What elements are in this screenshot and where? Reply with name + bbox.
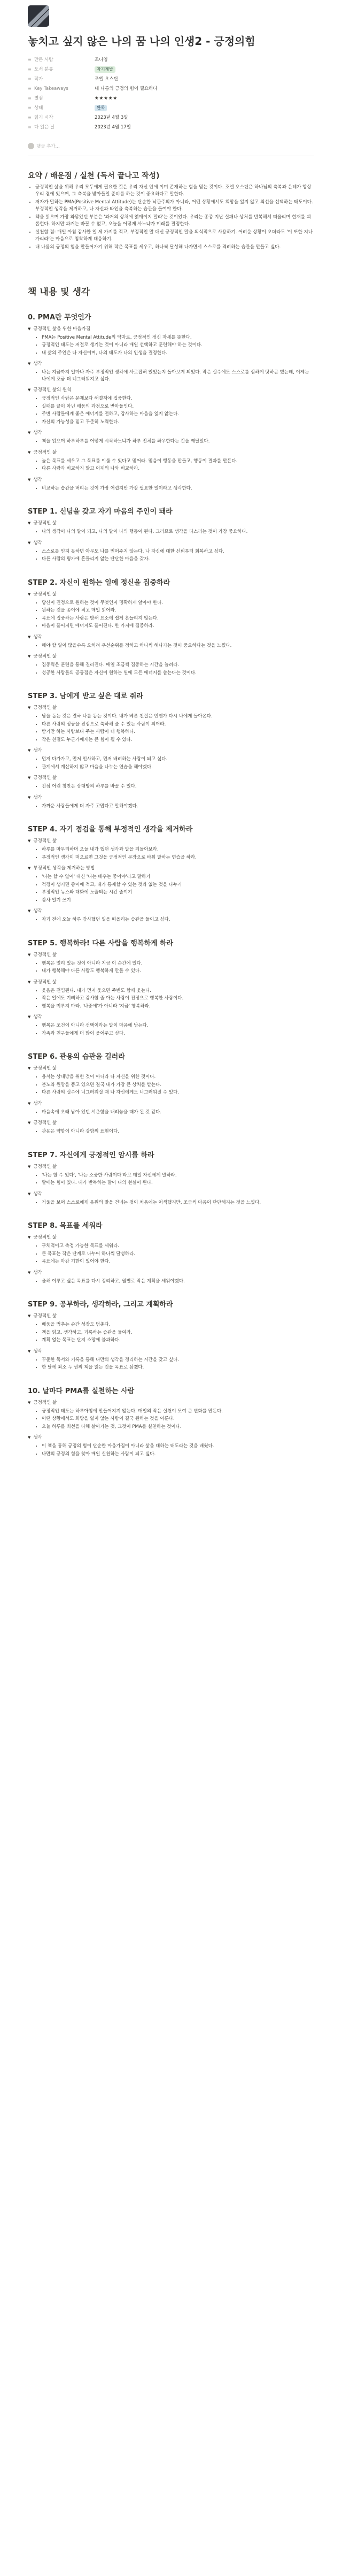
bullet-item: • 가까운 사람들에게 더 자주 고맙다고 말해야겠다. xyxy=(42,803,314,810)
toggle-block[interactable] xyxy=(28,979,314,985)
bullet-item: • 작은 일에도 기뻐하고 감사할 줄 아는 사람이 진정으로 행복한 사람이다. xyxy=(42,995,314,1002)
property-key-label: 작가 xyxy=(34,77,43,82)
property-icon: ≡ xyxy=(28,96,32,101)
toggle-triangle-icon[interactable]: ▼ xyxy=(28,909,31,913)
toggle-triangle-icon[interactable]: ▼ xyxy=(28,654,31,659)
toggle-label-text: 긍정적인 삶 xyxy=(33,952,57,958)
property-value[interactable] xyxy=(95,76,314,82)
property-value[interactable] xyxy=(95,57,314,63)
property-value-text: ★★★★★ xyxy=(95,96,118,101)
toggle-block[interactable] xyxy=(28,634,314,640)
section-heading: STEP 4. 자기 점검을 통해 부정적인 생각을 제거하라 xyxy=(28,825,193,834)
bullet-item: • 이 책을 통해 긍정의 힘이 단순한 마음가짐이 아니라 삶을 대하는 태도라는 것을 배웠다. xyxy=(42,1443,314,1450)
toggle-triangle-icon[interactable]: ▼ xyxy=(28,362,31,366)
toggle-triangle-icon[interactable]: ▼ xyxy=(28,1435,31,1440)
bullet-list xyxy=(28,783,314,790)
bullet-list xyxy=(28,988,314,1010)
property-key xyxy=(28,76,95,82)
property-value-text: 조엘 오스틴 xyxy=(95,77,118,82)
bullet-list xyxy=(28,846,314,861)
bullet-item: • 자기 전에 오늘 하루 감사했던 일을 떠올리는 습관을 들이고 싶다. xyxy=(42,916,314,923)
bullet-list xyxy=(28,713,314,743)
bullet-item: • 높은 목표를 세우고 그 목표를 이룰 수 있다고 믿어라. 믿음이 행동을 만들고, 행동이 결과를 만든다. xyxy=(42,458,314,465)
toggle-block[interactable] xyxy=(28,794,314,801)
property-value[interactable] xyxy=(95,124,314,131)
toggle-label-text: 긍정적인 삶 xyxy=(33,979,57,985)
property-icon: ≡ xyxy=(28,86,32,91)
toggle-block[interactable] xyxy=(28,449,314,456)
toggle-label-text: 긍정적인 삶 xyxy=(33,775,57,781)
property-row[interactable] xyxy=(28,94,314,103)
bullet-item: • 실패를 끝이 아닌 배움의 과정으로 받아들인다. xyxy=(42,403,314,410)
bullet-item: • 해야 할 일이 많을수록 오히려 우선순위를 정하고 하나씩 해나가는 것이 중요하다는 것을 느꼈다. xyxy=(42,643,314,649)
toggle-block[interactable] xyxy=(28,1313,314,1319)
property-value[interactable] xyxy=(95,114,314,121)
toggle-block[interactable] xyxy=(28,838,314,844)
toggle-label-text: 긍정적인 삶 xyxy=(33,1313,57,1319)
toggle-block[interactable] xyxy=(28,865,314,872)
toggle-triangle-icon[interactable]: ▼ xyxy=(28,839,31,843)
property-row[interactable] xyxy=(28,84,314,94)
summary-item: • 내 나름의 긍정의 힘을 만들어가기 위해 작은 목표를 세우고, 하나씩 달성해 나가면서 스스로를 격려하는 습관을 만들고 싶다. xyxy=(35,244,314,251)
toggle-triangle-icon[interactable]: ▼ xyxy=(28,952,31,957)
bullet-item: • 목표에는 마감 기한이 있어야 한다. xyxy=(42,1258,314,1265)
bullet-item: • 관용은 약함이 아니라 강함의 표현이다. xyxy=(42,1128,314,1135)
toggle-triangle-icon[interactable]: ▼ xyxy=(28,795,31,800)
property-key xyxy=(28,86,95,92)
bullet-list xyxy=(28,458,314,472)
bullet-list xyxy=(28,1199,314,1206)
bullet-list xyxy=(28,874,314,904)
bullet-list xyxy=(28,395,314,425)
summary-item: • 저자가 말하는 PMA(Positive Mental Attitude)는 단순한 낙관주의가 아니라, 어떤 상황에서도 희망을 잃지 않고 최선을 선택하는 태도이다. 부정적인 생각을 제거하고, 나 자신과 타인을 축복하는 습관을 들여야 한다. xyxy=(35,199,314,212)
bullet-item: • 부정적인 생각이 떠오르면 그것을 긍정적인 문장으로 바꿔 말하는 연습을 하라. xyxy=(42,854,314,861)
property-row[interactable] xyxy=(28,113,314,123)
bullet-item: • PMA는 Positive Mental Attitude의 약자로, 긍정적인 정신 자세를 뜻한다. xyxy=(42,334,314,341)
toggle-label-text: 생각 xyxy=(33,1014,42,1020)
bullet-item: • 구체적이고 측정 가능한 목표를 세워라. xyxy=(42,1243,314,1250)
toggle-label-text: 긍정적인 삶 xyxy=(33,654,57,659)
toggle-triangle-icon[interactable]: ▼ xyxy=(28,326,31,331)
bullet-item: • 책을 읽으며 하루하루를 어떻게 시작하느냐가 하루 전체를 좌우한다는 것을 깨달았다. xyxy=(42,438,314,445)
toggle-label-text: 생각 xyxy=(33,430,42,435)
property-key xyxy=(28,66,95,73)
page-cover-icon[interactable] xyxy=(28,5,49,27)
bullet-item: • 다른 사람의 평가에 흔들리지 않는 단단한 마음을 갖자. xyxy=(42,556,314,563)
toggle-block[interactable] xyxy=(28,477,314,483)
toggle-label-text: 긍정적인 삶을 위한 마음가짐 xyxy=(33,326,91,332)
toggle-block[interactable] xyxy=(28,591,314,598)
toggle-triangle-icon[interactable]: ▼ xyxy=(28,635,31,639)
toggle-label-text: 생각 xyxy=(33,1435,42,1440)
section-heading: STEP 5. 행복하라! 다른 사람을 행복하게 하라 xyxy=(28,939,174,947)
summary-heading: 요약 / 배운점 / 실천 (독서 끝나고 작성) xyxy=(28,172,160,180)
bullet-item: • 웃음은 전염된다. 내가 먼저 웃으면 주변도 함께 웃는다. xyxy=(42,988,314,995)
toggle-triangle-icon[interactable]: ▼ xyxy=(28,1400,31,1405)
toggle-triangle-icon[interactable]: ▼ xyxy=(28,1066,31,1071)
toggle-block[interactable] xyxy=(28,705,314,711)
bullet-list xyxy=(28,803,314,810)
bullet-list xyxy=(28,643,314,649)
bullet-item: • 큰 목표는 작은 단계로 나누어 하나씩 달성하라. xyxy=(42,1251,314,1258)
toggle-triangle-icon[interactable]: ▼ xyxy=(28,477,31,482)
bullet-list xyxy=(28,438,314,445)
toggle-triangle-icon[interactable]: ▼ xyxy=(28,1270,31,1275)
bullet-list xyxy=(28,334,314,357)
bullet-item: • 마음이 흩어지면 에너지도 흩어진다. 한 가지에 집중하라. xyxy=(42,623,314,630)
property-icon: ≡ xyxy=(28,77,32,81)
toggle-block[interactable] xyxy=(28,775,314,781)
section-heading: STEP 1. 신념을 갖고 자기 마음의 주인이 돼라 xyxy=(28,508,173,516)
bullet-item: • 부정적인 뉴스와 대화에 노출되는 시간 줄이기 xyxy=(42,889,314,896)
toggle-triangle-icon[interactable]: ▼ xyxy=(28,748,31,753)
toggle-triangle-icon[interactable]: ▼ xyxy=(28,1121,31,1125)
section-heading: 10. 날마다 PMA를 실천하는 사람 xyxy=(28,1387,135,1395)
bullet-item: • 받기만 하는 사람보다 주는 사람이 더 행복하다. xyxy=(42,729,314,736)
toggle-block[interactable] xyxy=(28,387,314,393)
summary-item: • 실천할 점: 매일 아침 감사한 일 세 가지를 적고, 부정적인 말 대신 긍정적인 말을 의식적으로 사용하기. 어려운 상황이 오더라도 '이 또한 지나가리라'는 마음으로 침착하게 대응하기. xyxy=(35,229,314,242)
bullet-item: • 목표에 집중하는 사람은 방해 요소에 쉽게 흔들리지 않는다. xyxy=(42,615,314,622)
bullet-item: • 마음속에 오래 남아 있던 서운함을 내려놓을 때가 된 것 같다. xyxy=(42,1109,314,1116)
property-row[interactable] xyxy=(28,123,314,132)
bullet-item: • '나는 할 수 없어' 대신 '나는 배우는 중이야'라고 말하기 xyxy=(42,874,314,881)
property-value[interactable] xyxy=(95,66,314,73)
bullet-item: • 자신의 가능성을 믿고 꾸준히 노력한다. xyxy=(42,419,314,426)
toggle-triangle-icon[interactable]: ▼ xyxy=(28,1314,31,1318)
toggle-label-text: 생각 xyxy=(33,1348,42,1354)
bullet-item: • 긍정적인 사람은 문제보다 해결책에 집중한다. xyxy=(42,395,314,402)
bullet-item: • 행복을 미루지 마라. '나중에'가 아니라 '지금' 행복하라. xyxy=(42,1003,314,1010)
bullet-list xyxy=(28,662,314,676)
bullet-item: • 책을 읽고, 생각하고, 기록하는 습관을 들여라. xyxy=(42,1329,314,1336)
footer-space xyxy=(28,1458,314,1464)
bullet-list xyxy=(28,369,314,383)
toggle-label-text: 긍정적인 삶 xyxy=(33,449,57,455)
toggle-triangle-icon[interactable]: ▼ xyxy=(28,388,31,392)
bullet-item: • 성공한 사람들의 공통점은 자신이 원하는 일에 모든 에너지를 쏟는다는 것이다. xyxy=(42,670,314,677)
toggle-label-text: 생각 xyxy=(33,794,42,800)
bullet-list xyxy=(28,1321,314,1344)
section-heading: STEP 8. 목표를 세워라 xyxy=(28,1222,103,1230)
comment-placeholder: 댓글 추가... xyxy=(36,144,60,149)
bullet-item: • '나는 할 수 있다', '나는 소중한 사람이다'라고 매일 자신에게 말하라. xyxy=(42,1172,314,1179)
toggle-block[interactable] xyxy=(28,520,314,526)
property-key xyxy=(28,124,95,131)
toggle-triangle-icon[interactable]: ▼ xyxy=(28,866,31,870)
toggle-label-text: 긍정적인 삶 xyxy=(33,521,57,526)
toggle-label-text: 긍정적인 삶의 원칙 xyxy=(33,387,72,393)
toggle-triangle-icon[interactable]: ▼ xyxy=(28,980,31,984)
bullet-item: • 집중력은 훈련을 통해 길러진다. 매일 조금씩 집중하는 시간을 늘려라. xyxy=(42,662,314,669)
toggle-label-text: 생각 xyxy=(33,477,42,483)
property-row[interactable] xyxy=(28,55,314,65)
section-heading: STEP 2. 자신이 원하는 일에 정신을 집중하라 xyxy=(28,578,170,587)
toggle-triangle-icon[interactable]: ▼ xyxy=(28,521,31,525)
toggle-label-text: 긍정적인 삶 xyxy=(33,591,57,597)
property-key-label: 읽기 시작 xyxy=(34,115,53,120)
toggle-block[interactable] xyxy=(28,1434,314,1441)
toggle-block[interactable] xyxy=(28,908,314,914)
toggle-triangle-icon[interactable]: ▼ xyxy=(28,540,31,545)
toggle-block[interactable] xyxy=(28,1014,314,1020)
toggle-label-text: 긍정적인 삶 xyxy=(33,1120,57,1126)
bullet-list xyxy=(28,1074,314,1096)
property-value[interactable] xyxy=(95,105,314,111)
toggle-label-text: 생각 xyxy=(33,361,42,366)
property-icon: ≡ xyxy=(28,67,32,72)
toggle-triangle-icon[interactable]: ▼ xyxy=(28,1015,31,1019)
page-title[interactable]: 놓치고 싶지 않은 나의 꿈 나의 인생2 - 긍정의힘 xyxy=(28,35,255,48)
section-heading: STEP 7. 자신에게 긍정적인 암시를 하라 xyxy=(28,1151,154,1159)
property-key xyxy=(28,114,95,121)
toggle-triangle-icon[interactable]: ▼ xyxy=(28,706,31,710)
bullet-item: • 행복은 조건이 아니라 선택이라는 말이 마음에 남는다. xyxy=(42,1022,314,1029)
toggle-block[interactable] xyxy=(28,747,314,754)
property-key xyxy=(28,95,95,102)
bullet-list xyxy=(28,916,314,923)
notes-body xyxy=(28,311,314,1458)
property-value-text: 내 나름의 긍정의 힘이 필요하다 xyxy=(95,86,158,91)
toggle-block[interactable] xyxy=(28,1120,314,1126)
toggle-block[interactable] xyxy=(28,1100,314,1107)
bullet-item: • 다른 사람의 성공을 진심으로 축하해 줄 수 있는 사람이 되어라. xyxy=(42,721,314,728)
toggle-block[interactable] xyxy=(28,1270,314,1276)
bullet-list xyxy=(28,1128,314,1135)
bullet-item: • 당신이 진정으로 원하는 것이 무엇인지 명확하게 알아야 한다. xyxy=(42,600,314,607)
property-value-text: 2023년 4월 17일 xyxy=(95,125,131,130)
toggle-label-text: 긍정적인 삶 xyxy=(33,1235,57,1240)
summary-list xyxy=(28,184,314,251)
bullet-item: • 말에는 힘이 있다. 내가 반복하는 말이 나의 현실이 된다. xyxy=(42,1180,314,1187)
bullet-list xyxy=(28,485,314,492)
bullet-item: • 나는 지금까지 얼마나 자주 부정적인 생각에 사로잡혀 있었는지 돌아보게 되었다. 작은 실수에도 스스로를 심하게 탓하곤 했는데, 이제는 나에게 조금 더 너그러워지고 싶다. xyxy=(42,369,314,383)
bullet-list xyxy=(28,1408,314,1431)
toggle-label-text: 생각 xyxy=(33,748,42,753)
toggle-block[interactable] xyxy=(28,1234,314,1241)
bullet-item: • 진심 어린 칭찬은 상대방의 하루를 바꿀 수 있다. xyxy=(42,783,314,790)
bullet-item: • 가족과 친구들에게 더 많이 웃어주고 싶다. xyxy=(42,1030,314,1037)
toggle-block[interactable] xyxy=(28,1191,314,1197)
bullet-list xyxy=(28,1243,314,1265)
bullet-item: • 나만의 긍정의 힘을 찾아 매일 실천하는 사람이 되고 싶다. xyxy=(42,1451,314,1458)
toggle-triangle-icon[interactable]: ▼ xyxy=(28,592,31,597)
property-icon: ≡ xyxy=(28,105,32,110)
bullet-item: • 나의 생각이 나의 말이 되고, 나의 말이 나의 행동이 된다. 그러므로 생각을 다스리는 것이 가장 중요하다. xyxy=(42,529,314,536)
toggle-triangle-icon[interactable]: ▼ xyxy=(28,776,31,780)
toggle-block[interactable] xyxy=(28,952,314,958)
toggle-triangle-icon[interactable]: ▼ xyxy=(28,1235,31,1240)
bullet-item: • 스스로를 믿지 못하면 아무도 나를 믿어주지 않는다. 나 자신에 대한 신뢰부터 회복하고 싶다. xyxy=(42,548,314,555)
property-icon: ≡ xyxy=(28,125,32,129)
bullet-list xyxy=(28,600,314,630)
bullet-list xyxy=(28,1109,314,1116)
property-value-text: 자기계발 xyxy=(95,66,115,73)
toggle-label-text: 생각 xyxy=(33,1270,42,1275)
bullet-item: • 꾸준한 독서와 기록을 통해 나만의 생각을 정리하는 시간을 갖고 싶다. xyxy=(42,1357,314,1364)
toggle-label-text: 긍정적인 삶 xyxy=(33,1066,57,1071)
bullet-list xyxy=(28,756,314,770)
toggle-label-text: 생각 xyxy=(33,1100,42,1106)
bullet-item: • 거울을 보며 스스로에게 응원의 말을 건네는 것이 처음에는 어색했지만, 조금씩 마음이 단단해지는 것을 느꼈다. xyxy=(42,1199,314,1206)
toggle-label-text: 긍정적인 삶 xyxy=(33,705,57,710)
toggle-label-text: 생각 xyxy=(33,908,42,914)
property-value-text: 2023년 4월 3일 xyxy=(95,115,128,120)
toggle-label-text: 생각 xyxy=(33,1191,42,1197)
toggle-label-text: 생각 xyxy=(33,540,42,546)
bullet-item: • 분노와 원망을 품고 있으면 결국 내가 가장 큰 상처를 받는다. xyxy=(42,1082,314,1089)
bullet-item: • 관계에서 계산하지 않고 마음을 나누는 연습을 해야겠다. xyxy=(42,764,314,771)
toggle-label-text: 긍정적인 삶 xyxy=(33,838,57,844)
bullet-item: • 먼저 다가가고, 먼저 인사하고, 먼저 배려하는 사람이 되고 싶다. xyxy=(42,756,314,763)
bullet-item: • 긍정적인 태도는 저절로 생기는 것이 아니라 매일 선택하고 훈련해야 하는 것이다. xyxy=(42,342,314,349)
toggle-block[interactable] xyxy=(28,1348,314,1355)
bullet-item: • 다른 사람과 비교하지 말고 어제의 나와 비교하라. xyxy=(42,465,314,472)
toggle-triangle-icon[interactable]: ▼ xyxy=(28,1191,31,1196)
bullet-item: • 계획 없는 목표는 단지 소망에 불과하다. xyxy=(42,1337,314,1344)
property-icon: ≡ xyxy=(28,115,32,120)
bullet-list xyxy=(28,1443,314,1457)
toggle-label-text: 부정적인 생각을 제거하는 방법 xyxy=(33,866,95,871)
property-key-label: Key Takeaways xyxy=(34,86,68,91)
bullet-list xyxy=(28,1357,314,1371)
bullet-list xyxy=(28,960,314,975)
toggle-block[interactable] xyxy=(28,361,314,367)
bullet-item: • 남을 돕는 것은 결국 나를 돕는 것이다. 내가 베푼 친절은 언젠가 다시 나에게 돌아온다. xyxy=(42,713,314,720)
property-value-text: 완독 xyxy=(95,105,107,111)
toggle-triangle-icon[interactable]: ▼ xyxy=(28,1101,31,1106)
toggle-block[interactable] xyxy=(28,1164,314,1170)
toggle-label-text: 생각 xyxy=(33,634,42,640)
toggle-block[interactable] xyxy=(28,540,314,546)
section-heading: STEP 6. 관용의 습관을 길러라 xyxy=(28,1053,125,1061)
section-heading: 0. PMA란 무엇인가 xyxy=(28,313,91,322)
toggle-triangle-icon[interactable]: ▼ xyxy=(28,431,31,435)
property-value-text: 조나영 xyxy=(95,57,108,63)
property-key xyxy=(28,57,95,63)
property-key-label: 도서 분류 xyxy=(34,67,53,72)
toggle-label-text: 긍정적인 삶 xyxy=(33,1164,57,1169)
property-key xyxy=(28,105,95,111)
property-key-label: 다 읽은 날 xyxy=(34,125,55,130)
toggle-triangle-icon[interactable]: ▼ xyxy=(28,1349,31,1354)
bullet-item: • 다른 사람의 실수에 너그러워질 때 나 자신에게도 너그러워질 수 있다. xyxy=(42,1089,314,1096)
bullet-item: • 오늘 하루를 최선을 다해 살아가는 것, 그것이 PMA를 실천하는 것이다. xyxy=(42,1424,314,1431)
toggle-triangle-icon[interactable]: ▼ xyxy=(28,1164,31,1169)
bullet-item: • 배움을 멈추는 순간 성장도 멈춘다. xyxy=(42,1321,314,1328)
toggle-block[interactable] xyxy=(28,1400,314,1406)
section-heading: STEP 9. 공부하라, 생각하라, 그리고 계획하라 xyxy=(28,1301,173,1309)
bullet-list xyxy=(28,529,314,536)
property-key-label: 만든 사람 xyxy=(34,57,53,63)
property-icon: ≡ xyxy=(28,57,32,62)
bullet-list xyxy=(28,548,314,563)
bullet-item: • 행복은 멀리 있는 것이 아니라 지금 이 순간에 있다. xyxy=(42,960,314,967)
bullet-item: • 내 삶의 주인은 나 자신이며, 나의 태도가 나의 인생을 결정한다. xyxy=(42,350,314,357)
bullet-item: • 비교하는 습관을 버리는 것이 가장 어렵지만 가장 필요한 일이라고 생각한다. xyxy=(42,485,314,492)
bullet-list xyxy=(28,1022,314,1037)
bullet-item: • 걱정이 생기면 종이에 적고, 내가 통제할 수 있는 것과 없는 것을 나누기 xyxy=(42,882,314,889)
bullet-item: • 올해 이루고 싶은 목표를 다시 정리하고, 월별로 작은 계획을 세워야겠다. xyxy=(42,1278,314,1285)
property-key-label: 상태 xyxy=(34,105,43,111)
summary-item: • 긍정적인 삶을 위해 우리 모두에게 필요한 것은 우리 자신 안에 이미 존재하는 힘을 믿는 것이다. 조엘 오스틴은 하나님의 축복과 은혜가 항상 우리 곁에 있으며, 그 축복을 받아들일 준비를 하는 것이 중요하다고 말한다. xyxy=(35,184,314,197)
property-key-label: 별점 xyxy=(34,96,43,101)
bullet-item: • 감사 일기 쓰기 xyxy=(42,897,314,904)
bullet-item: • 어떤 상황에서도 희망을 잃지 않는 사람이 결국 원하는 것을 이룬다. xyxy=(42,1416,314,1423)
toggle-block[interactable] xyxy=(28,1065,314,1072)
toggle-block[interactable] xyxy=(28,653,314,660)
toggle-triangle-icon[interactable]: ▼ xyxy=(28,450,31,455)
avatar xyxy=(28,143,34,149)
property-row[interactable] xyxy=(28,65,314,74)
property-list xyxy=(28,55,314,132)
notes-heading: 책 내용 및 생각 xyxy=(28,286,90,297)
bullet-item: • 원하는 것을 종이에 적고 매일 읽어라. xyxy=(42,607,314,614)
section-heading: STEP 3. 남에게 받고 싶은 대로 줘라 xyxy=(28,692,143,700)
bullet-item: • 한 달에 최소 두 권의 책을 읽는 것을 목표로 삼겠다. xyxy=(42,1364,314,1371)
comment-row[interactable] xyxy=(28,140,314,151)
bullet-list xyxy=(28,1278,314,1285)
bullet-item: • 긍정적인 태도는 하루아침에 만들어지지 않는다. 매일의 작은 실천이 모여 큰 변화를 만든다. xyxy=(42,1408,314,1415)
bullet-item: • 용서는 상대방을 위한 것이 아니라 나 자신을 위한 것이다. xyxy=(42,1074,314,1081)
bullet-item: • 내가 행복해야 다른 사람도 행복하게 만들 수 있다. xyxy=(42,968,314,975)
property-value[interactable] xyxy=(95,86,314,92)
toggle-block[interactable] xyxy=(28,430,314,436)
toggle-label-text: 긍정적인 삶 xyxy=(33,1400,57,1405)
bullet-item: • 작은 친절도 누군가에게는 큰 힘이 될 수 있다. xyxy=(42,737,314,744)
bullet-item: • 하루를 마무리하며 오늘 내가 했던 생각과 말을 되돌아보라. xyxy=(42,846,314,853)
property-row[interactable] xyxy=(28,103,314,113)
toggle-block[interactable] xyxy=(28,326,314,332)
property-value[interactable] xyxy=(95,95,314,102)
bullet-list xyxy=(28,1172,314,1187)
property-row[interactable] xyxy=(28,74,314,84)
summary-item: • 책을 읽으며 가장 와닿았던 부분은 '과거의 상처에 얽매이지 말라'는 것이었다. 우리는 종종 지난 실패나 상처를 반복해서 떠올리며 현재를 괴롭힌다. 하지만 과거는 바꿀 수 없고, 오늘을 어떻게 사느냐가 미래를 결정한다. xyxy=(35,214,314,227)
bullet-item: • 주변 사람들에게 좋은 에너지를 전하고, 감사하는 마음을 잃지 않는다. xyxy=(42,411,314,418)
